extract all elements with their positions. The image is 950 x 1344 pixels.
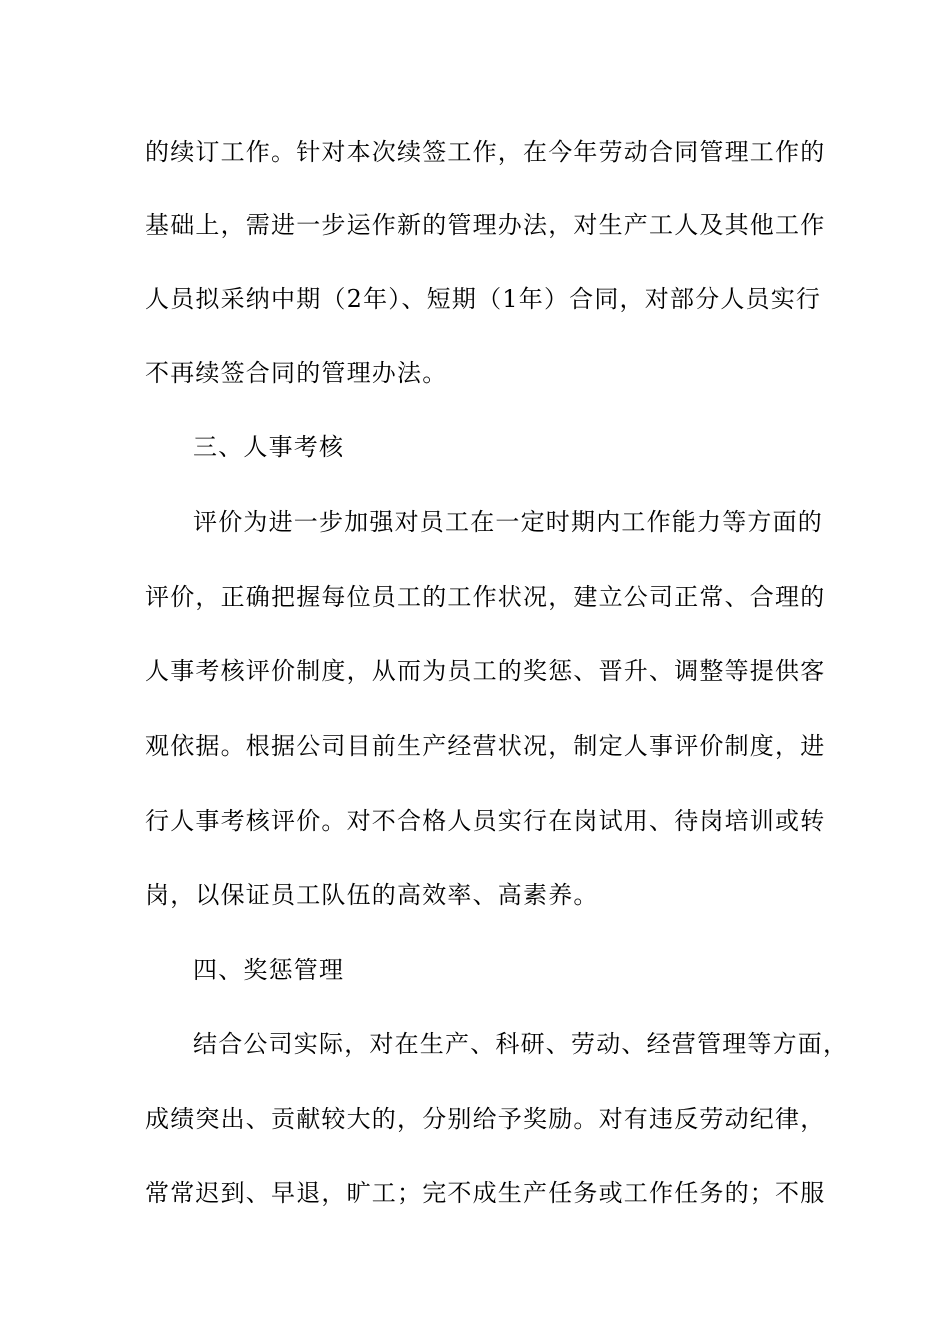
body-text-line: 行人事考核评价。对不合格人员实行在岗试用、待岗培训或转 [145,807,826,835]
body-text-line: 常常迟到、早退，旷工；完不成生产任务或工作任务的；不服 [145,1179,826,1207]
body-text-line: 基础上，需进一步运作新的管理办法，对生产工人及其他工作 [145,211,826,239]
body-text-line: 成绩突出、贡献较大的，分别给予奖励。对有违反劳动纪律， [145,1105,826,1133]
paragraph-first-line: 结合公司实际，对在生产、科研、劳动、经营管理等方面， [193,1030,849,1058]
body-text-line: 评价，正确把握每位员工的工作状况，建立公司正常、合理的 [145,583,826,611]
paragraph-first-line: 评价为进一步加强对员工在一定时期内工作能力等方面的 [193,508,823,536]
body-text-line: 岗，以保证员工队伍的高效率、高素养。 [145,881,599,909]
body-text-line: 人事考核评价制度，从而为员工的奖惩、晋升、调整等提供客 [145,657,826,685]
section-heading: 三、人事考核 [193,433,345,461]
body-text-line: 观依据。根据公司目前生产经营状况，制定人事评价制度，进 [145,732,826,760]
body-text-line: 人员拟采纳中期（2年）、短期（1年）合同，对部分人员实行 [145,285,822,313]
section-heading: 四、奖惩管理 [193,956,345,984]
body-text-line: 不再续签合同的管理办法。 [145,359,448,387]
body-text-line: 的续订工作。针对本次续签工作，在今年劳动合同管理工作的 [145,138,826,166]
